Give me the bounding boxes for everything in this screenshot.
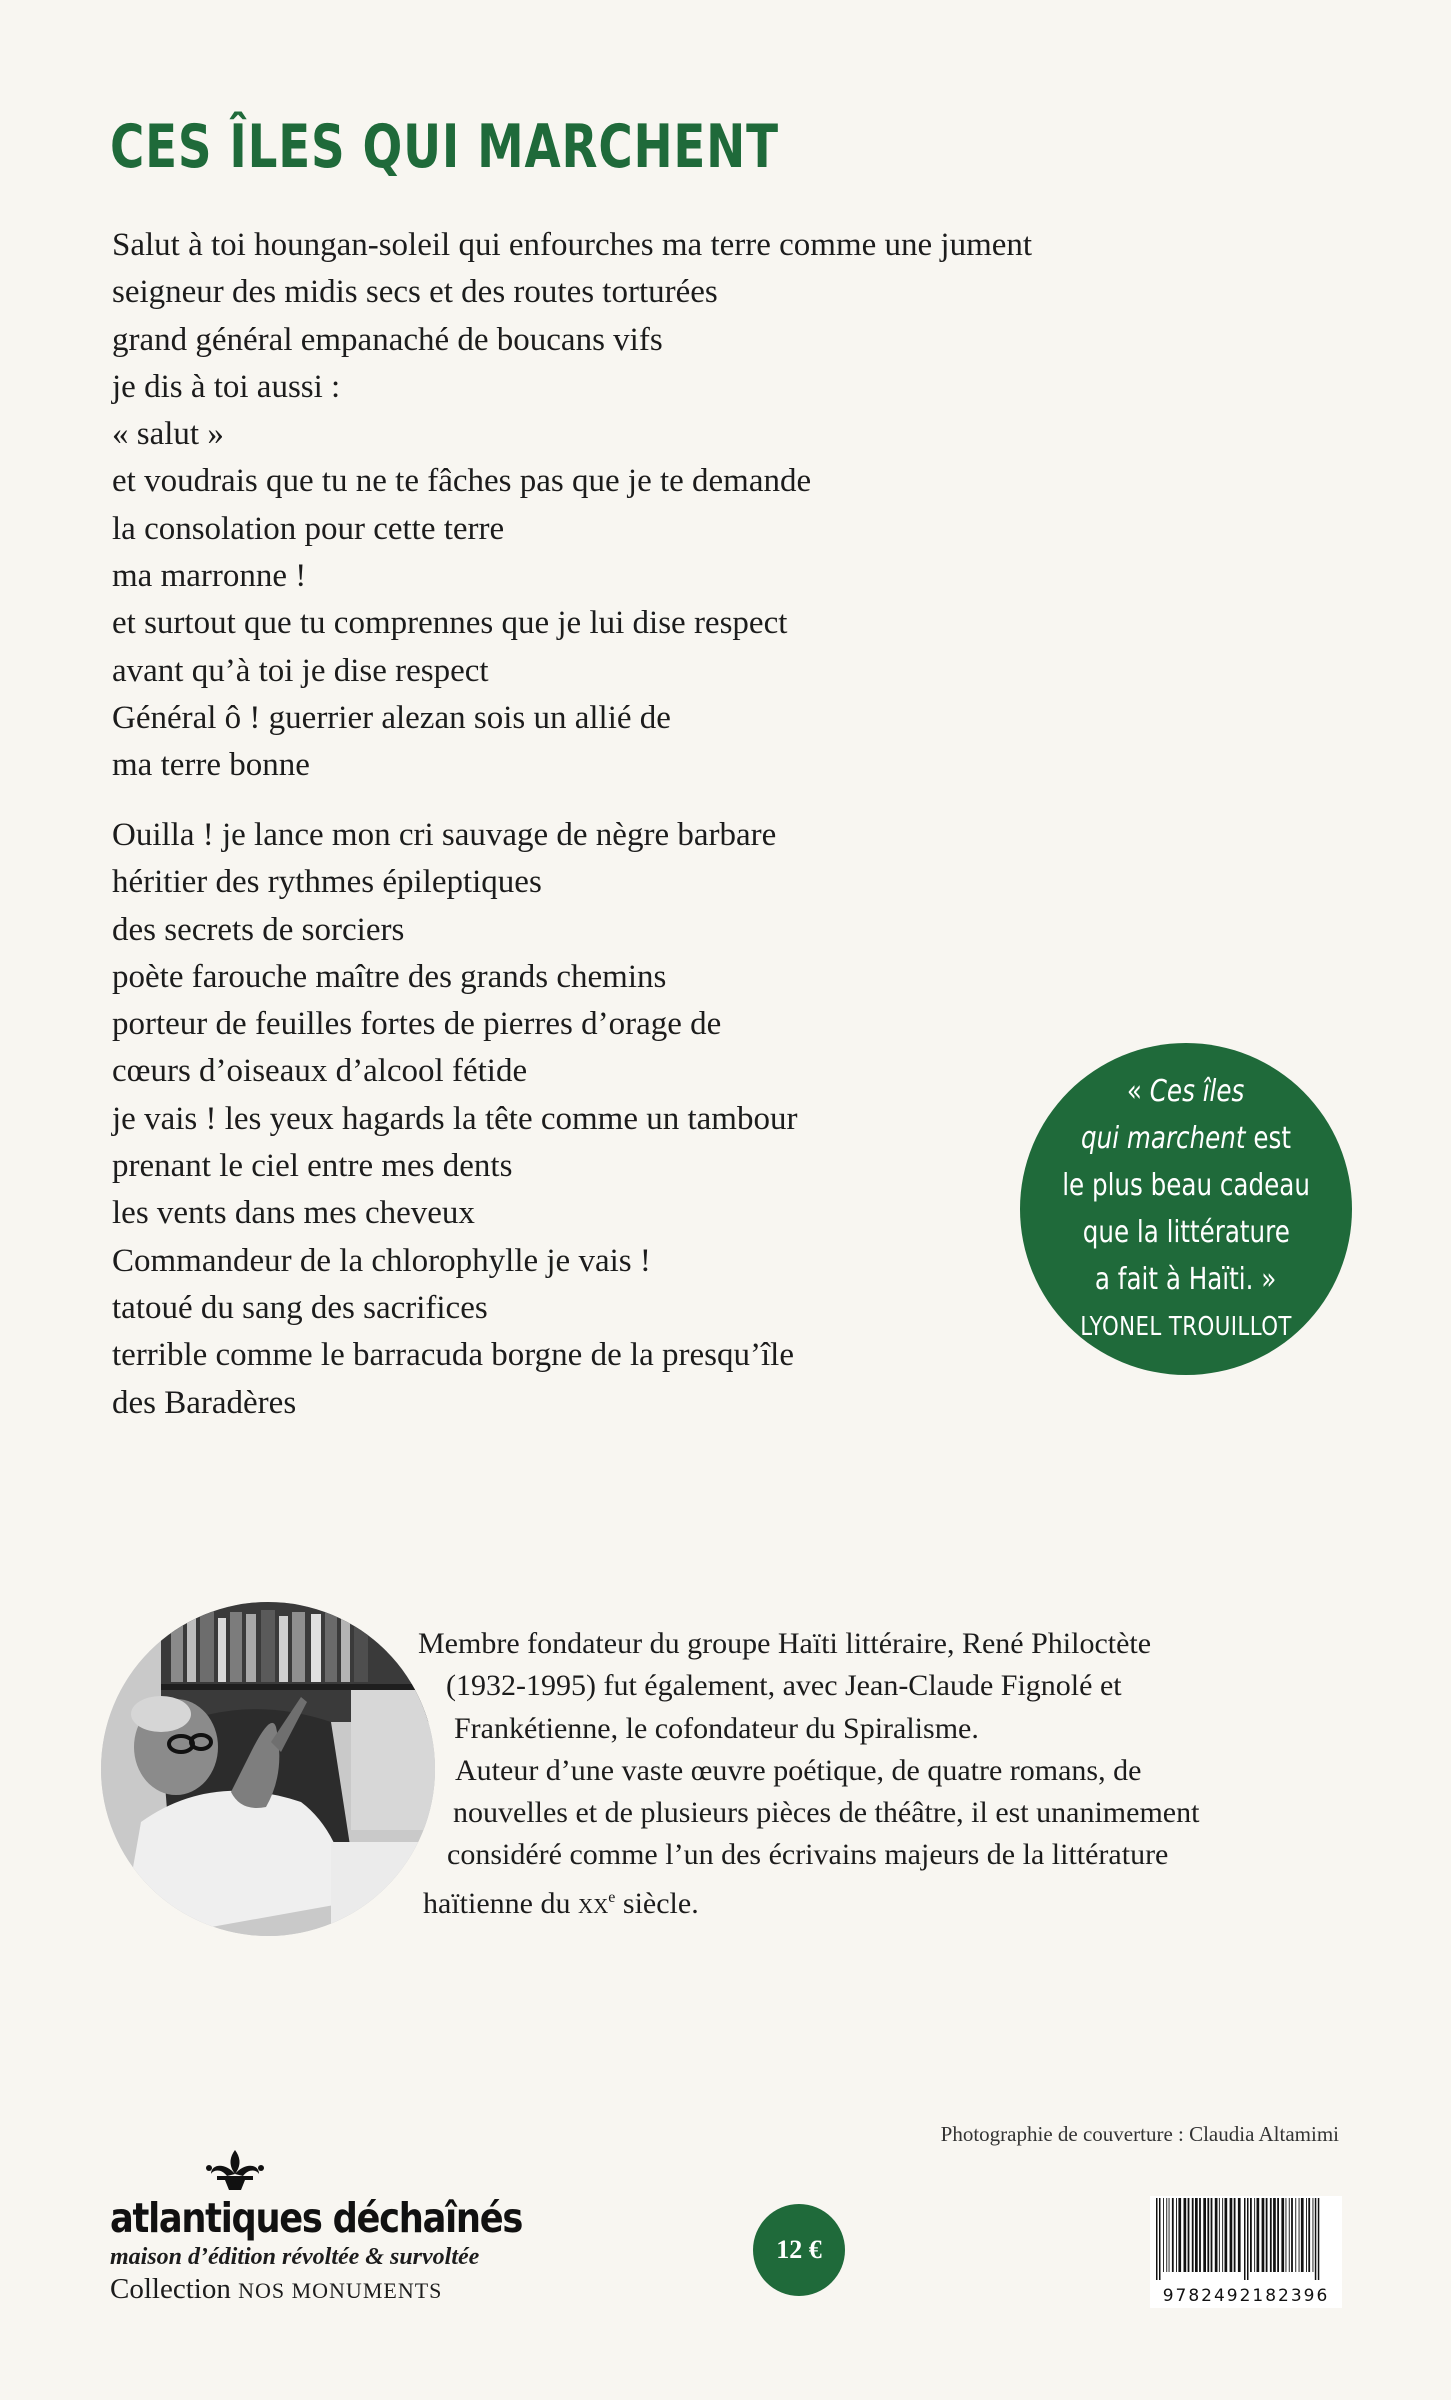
poem-line: cœurs d’oiseaux d’alcool fétide bbox=[112, 1053, 528, 1090]
bio-century-suffix: e bbox=[608, 1888, 616, 1906]
collection-label bbox=[110, 2273, 470, 2306]
poem-line: Ouilla ! je lance mon cri sauvage de nègre barbare bbox=[112, 817, 777, 853]
isbn-barcode bbox=[1150, 2196, 1342, 2308]
poem-line: ma terre bonne bbox=[112, 747, 310, 784]
isbn-number: 9782492182396 bbox=[1162, 2286, 1330, 2306]
publisher-name: atlantiques déchaînés bbox=[110, 2194, 523, 2242]
collection-text: Collection bbox=[110, 2273, 231, 2305]
bio-line bbox=[423, 1877, 1169, 1925]
quote-author: LYONEL TROUILLOT bbox=[1080, 1311, 1292, 1342]
poem-line: porteur de feuilles fortes de pierres d’orage de bbox=[112, 1006, 722, 1043]
poem-line: des secrets de sorciers bbox=[112, 911, 405, 948]
poem-line: seigneur des midis secs et des routes torturées bbox=[112, 274, 718, 311]
bio-text: siècle. bbox=[615, 1886, 699, 1920]
poem-line: je dis à toi aussi : bbox=[112, 368, 341, 405]
poem-line: la consolation pour cette terre bbox=[112, 510, 505, 547]
poem-line: terrible comme le barracuda borgne de la presqu’île bbox=[112, 1337, 794, 1374]
poem-stanza-2 bbox=[112, 812, 797, 1427]
poem-line: tatoué du sang des sacrifices bbox=[112, 1289, 488, 1326]
book-title: CES ÎLES QUI MARCHENT bbox=[110, 112, 779, 182]
poem-line: et surtout que tu comprennes que je lui dise respect bbox=[112, 605, 788, 642]
poem-line: prenant le ciel entre mes dents bbox=[112, 1148, 513, 1185]
poem-line: et voudrais que tu ne te fâches pas que je te demande bbox=[112, 463, 812, 500]
poem-line: Commandeur de la chlorophylle je vais ! bbox=[112, 1242, 651, 1279]
bio-text: haïtienne du bbox=[423, 1886, 578, 1920]
quote-open-mark: « bbox=[1127, 1073, 1151, 1109]
poem-line: grand général empanaché de boucans vifs bbox=[112, 321, 663, 358]
bio-line: Auteur d’une vaste œuvre poétique, de quatre romans, de bbox=[455, 1753, 1142, 1787]
poem-stanza-1 bbox=[112, 222, 1032, 790]
bio-century: xx bbox=[577, 1886, 609, 1920]
quoted-book-title: Ces îles bbox=[1150, 1073, 1245, 1109]
quote-line: le plus beau cadeau bbox=[1062, 1167, 1310, 1203]
bio-line: (1932-1995) fut également, avec Jean-Claude Fignolé et bbox=[446, 1669, 1122, 1703]
quote-line: que la littérature bbox=[1082, 1214, 1290, 1250]
quote-line bbox=[1081, 1115, 1291, 1162]
photo-credit: Photographie de couverture : Claudia Altamimi bbox=[940, 2122, 1339, 2146]
quote-badge bbox=[1020, 1043, 1352, 1375]
quote-line bbox=[1127, 1068, 1244, 1115]
quote-line: a fait à Haïti. » bbox=[1095, 1261, 1277, 1297]
bio-line: considéré comme l’un des écrivains majeurs de la littérature bbox=[447, 1838, 1169, 1872]
collection-name: NOS MONUMENTS bbox=[238, 2278, 443, 2303]
quote-text: est bbox=[1245, 1120, 1291, 1156]
poem-line: avant qu’à toi je dise respect bbox=[112, 652, 489, 689]
bio-line: Membre fondateur du groupe Haïti littéraire, René Philoctète bbox=[418, 1627, 1152, 1660]
quoted-book-title: qui marchent bbox=[1081, 1120, 1246, 1156]
author-bio bbox=[0, 1623, 1200, 1925]
bio-line: Frankétienne, le cofondateur du Spiralisme. bbox=[454, 1711, 979, 1745]
poem-line: « salut » bbox=[112, 416, 224, 453]
poem-line: les vents dans mes cheveux bbox=[112, 1195, 475, 1232]
publisher-logo bbox=[110, 2148, 523, 2306]
poem-line: Général ô ! guerrier alezan sois un allié de bbox=[112, 699, 671, 736]
barcode-bars-icon bbox=[1154, 2198, 1338, 2280]
poem-line: poète farouche maître des grands chemins bbox=[112, 958, 667, 995]
fleur-emblem-icon bbox=[203, 2148, 267, 2192]
price-badge: 12 € bbox=[753, 2204, 845, 2296]
poem-line: je vais ! les yeux hagards la tête comme un tambour bbox=[112, 1100, 798, 1137]
poem-line: héritier des rythmes épileptiques bbox=[112, 864, 542, 901]
bio-line: nouvelles et de plusieurs pièces de théâtre, il est unanimement bbox=[453, 1796, 1200, 1830]
publisher-tagline: maison d’édition révoltée & survoltée bbox=[110, 2244, 480, 2270]
poem-line: des Baradères bbox=[112, 1384, 297, 1421]
poem-line: ma marronne ! bbox=[112, 558, 307, 595]
poem-line: Salut à toi houngan-soleil qui enfourches ma terre comme une jument bbox=[112, 227, 1033, 263]
